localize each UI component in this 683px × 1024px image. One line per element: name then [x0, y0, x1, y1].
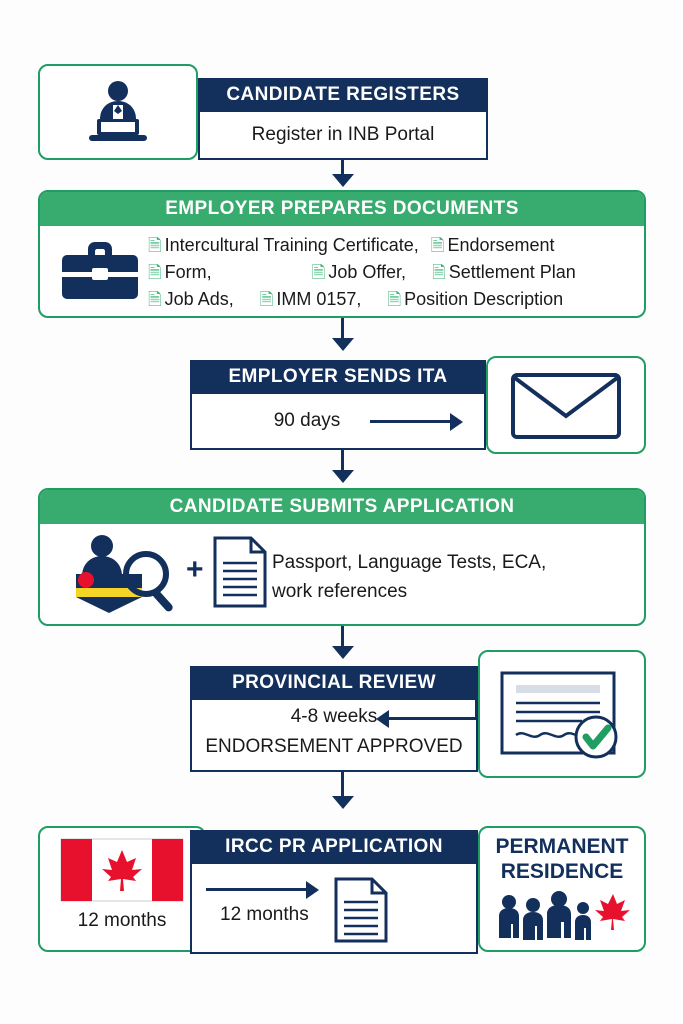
family-maple-leaf-icon [487, 886, 637, 948]
connector-5-6 [341, 772, 344, 798]
provincial-review-body-line-2: ENDORSEMENT APPROVED [205, 736, 463, 757]
bc-flag-magnifier-icon-wrap [62, 530, 186, 622]
canada-flag-box [38, 826, 206, 952]
arrow-1-2 [332, 174, 354, 187]
ircc-arrow-line [206, 888, 310, 891]
briefcase-icon [58, 239, 142, 305]
document-label-7: Position Description [404, 289, 564, 309]
provincial-review-icon-box [478, 650, 646, 778]
employer-sends-ita-header-label: EMPLOYER SENDS ITA [228, 366, 448, 387]
application-body-line-1: Passport, Language Tests, ECA, [272, 552, 547, 573]
review-arrow-head [376, 710, 389, 728]
candidate-submits-application-header [40, 490, 644, 524]
candidate-submits-application-header-label: CANDIDATE SUBMITS APPLICATION [169, 496, 515, 517]
document-label-5: Job Ads, [164, 289, 234, 309]
candidate-registers-body-box [198, 112, 488, 160]
briefcase-icon-wrap [50, 232, 150, 312]
document-icon [330, 876, 392, 944]
connector-4-5 [341, 626, 344, 648]
ircc-body-label: 12 months [220, 904, 309, 925]
employer-sends-ita-body-box [190, 394, 486, 450]
ita-arrow-head [450, 413, 463, 431]
ircc-arrow-head [306, 881, 319, 899]
permanent-residence-line-2: RESIDENCE [500, 860, 624, 883]
person-laptop-icon [75, 77, 161, 147]
employer-prepares-documents-header [40, 192, 644, 226]
document-icon: 🗎 [430, 236, 445, 255]
employer-prepares-documents-header-label: EMPLOYER PREPARES DOCUMENTS [165, 198, 519, 219]
arrow-4-5 [332, 646, 354, 659]
document-label-6: IMM 0157, [276, 289, 362, 309]
arrow-3-4 [332, 470, 354, 483]
application-document-icon-wrap [212, 535, 272, 613]
provincial-review-body-box [190, 700, 478, 772]
ircc-pr-application-body-box [190, 864, 478, 954]
candidate-registers-header [198, 78, 488, 112]
arrow-5-6 [332, 796, 354, 809]
document-icon: 🗎 [148, 236, 162, 255]
document-icon [212, 535, 268, 609]
candidate-registers-body-label: Register in INB Portal [251, 124, 435, 145]
arrow-2-3 [332, 338, 354, 351]
candidate-submits-application-body [272, 548, 632, 606]
document-label-4: Settlement Plan [448, 262, 576, 282]
ircc-pr-application-header-label: IRCC PR APPLICATION [225, 836, 443, 857]
employer-sends-ita-body-label: 90 days [273, 410, 341, 431]
document-icon: 🗎 [432, 263, 446, 282]
document-icon: 🗎 [148, 290, 162, 309]
application-body-line-2: work references [272, 581, 408, 602]
connector-2-3 [341, 318, 344, 340]
document-label-0: Intercultural Training Certificate, [164, 235, 419, 255]
provincial-review-header [190, 666, 478, 700]
permanent-residence-line-1: PERMANENT [495, 835, 629, 858]
review-arrow-line [388, 717, 478, 720]
ircc-left-caption: 12 months [77, 910, 167, 931]
ita-arrow-line [370, 420, 454, 423]
document-icon: 🗎 [148, 263, 162, 282]
document-icon: 🗎 [259, 290, 274, 309]
document-label-3: Job Offer, [328, 262, 407, 282]
permanent-residence-label [495, 834, 628, 884]
provincial-review-header-label: PROVINCIAL REVIEW [232, 672, 436, 693]
ircc-document-icon-wrap [330, 876, 392, 949]
document-label-1: Endorsement [447, 235, 555, 255]
employer-sends-ita-icon-box [486, 356, 646, 454]
certificate-check-icon [496, 665, 628, 763]
plus-sign: + [186, 553, 204, 586]
candidate-registers-header-label: CANDIDATE REGISTERS [226, 84, 460, 105]
canada-flag-icon [60, 838, 184, 902]
ircc-pr-application-header [190, 830, 478, 864]
provincial-review-body-line-1: 4-8 weeks [290, 706, 378, 727]
permanent-residence-box [478, 826, 646, 952]
document-icon: 🗎 [387, 290, 402, 309]
employer-documents-list [148, 232, 638, 314]
document-icon: 🗎 [311, 263, 326, 282]
envelope-icon [510, 369, 622, 441]
employer-sends-ita-header [190, 360, 486, 394]
connector-3-4 [341, 450, 344, 472]
candidate-registers-icon-box [38, 64, 198, 160]
bc-flag-magnifier-icon [62, 530, 186, 622]
document-label-2: Form, [164, 262, 212, 282]
